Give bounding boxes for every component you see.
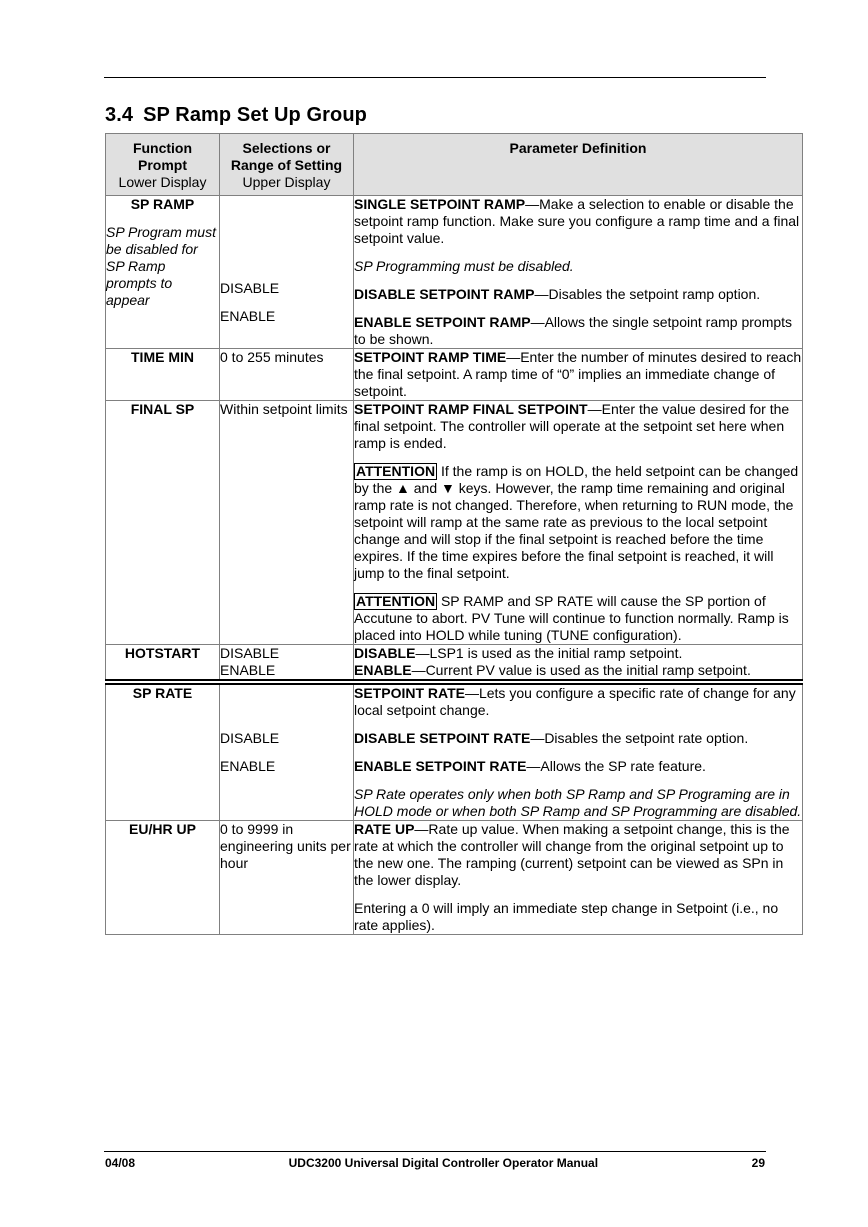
prompt-sp-rate: SP RATE — [132, 685, 193, 701]
prompt-cell — [106, 645, 220, 683]
selection-cell — [220, 682, 354, 821]
prompt-cell — [106, 401, 220, 645]
prompt-note: SP Program must be disabled for SP Ramp prompts to appear — [106, 224, 216, 308]
header-function-prompt: Function Prompt Lower Display — [106, 134, 220, 196]
selection-disable: DISABLE — [220, 280, 280, 296]
footer-rule — [104, 1151, 766, 1152]
table-row — [106, 821, 803, 935]
prompt-eu-hr-up: EU/HR UP — [129, 821, 196, 837]
selection-enable: ENABLE — [220, 662, 276, 678]
definition-cell: SETPOINT RAMP FINAL SETPOINT—Enter the value desired for the final setpoint. The controller will operate at the setpoint set here when ramp is ended. ATTENTION If the ramp is on HOLD, the held setpoint can be changed by the ▲ and ▼ keys. However, the ramp time remaining and original ramp rate is not changed. Therefore, when returning to RUN mode, the setpoint will ramp at the same rate as previous to the local setpoint change and will stop if the final setpoint is reached before the time expires. If the time expires before the final setpoint is reached, it will jump to the final setpoint. ATTENTION SP RAMP and SP RATE will cause the SP portion of Accutune to abort. PV Tune will continue to function normally. Ramp is placed into HOLD while tuning (TUNE configuration). — [354, 401, 803, 645]
selection-disable: DISABLE — [220, 645, 280, 661]
parameter-table — [105, 133, 803, 935]
table-row — [106, 349, 803, 401]
selection-enable: ENABLE — [220, 758, 276, 774]
definition-cell: SETPOINT RAMP TIME—Enter the number of minutes desired to reach the final setpoint. A ramp time of “0” implies an immediate change of setpoint. — [354, 349, 802, 399]
header-selections: Selections or Range of Setting Upper Display — [220, 134, 354, 196]
section-title: SP Ramp Set Up Group — [143, 104, 367, 126]
definition-cell: SINGLE SETPOINT RAMP—Make a selection to enable or disable the setpoint ramp function. Make sure you configure a ramp time and a final setpoint value. SP Programming must be disabled. DISABLE SETPOINT RAMP—Disables the setpoint ramp option. ENABLE SETPOINT RAMP—Allows the single setpoint ramp prompts to be shown. — [354, 196, 803, 349]
table-row — [106, 645, 803, 683]
prompt-cell — [106, 349, 220, 401]
definition-cell: SETPOINT RATE—Lets you configure a specific rate of change for any local setpoint change. DISABLE SETPOINT RATE—Disables the setpoint rate option. ENABLE SETPOINT RATE—Allows the SP rate feature. SP Rate operates only when both SP Ramp and SP Programing are in HOLD mode or when both SP Ramp and SP Programming are disabled. — [354, 682, 803, 821]
header-rule — [104, 77, 766, 78]
definition-cell: RATE UP—Rate up value. When making a setpoint change, this is the rate at which the controller will change from the original setpoint up to the new one. The ramping (current) setpoint can be viewed as SPn in the lower display. Entering a 0 will imply an immediate step change in Setpoint (i.e., no rate applies). — [354, 821, 803, 935]
header-parameter-definition: Parameter Definition — [354, 134, 803, 196]
prompt-final-sp: FINAL SP — [130, 401, 195, 417]
definition-cell: DISABLE—LSP1 is used as the initial ramp setpoint. ENABLE—Current PV value is used as the initial ramp setpoint. — [354, 645, 803, 683]
selection-cell — [220, 645, 354, 683]
footer-manual-title: UDC3200 Universal Digital Controller Operator Manual — [288, 1156, 599, 1170]
prompt-cell — [106, 682, 220, 821]
page-footer — [105, 1156, 765, 1170]
footer-page-number: 29 — [751, 1156, 765, 1170]
prompt-time-min: TIME MIN — [131, 349, 194, 365]
prompt-cell — [106, 821, 220, 935]
attention-label: ATTENTION — [356, 463, 436, 479]
selection-cell: 0 to 255 minutes — [220, 349, 354, 401]
table-row — [106, 682, 803, 821]
selection-disable: DISABLE — [220, 730, 280, 746]
selection-cell: Within setpoint limits — [220, 401, 354, 645]
footer-date: 04/08 — [105, 1156, 136, 1170]
prompt-cell — [106, 196, 220, 349]
prompt-hotstart: HOTSTART — [124, 645, 201, 661]
selection-enable: ENABLE — [220, 308, 276, 324]
selection-cell: 0 to 9999 in engineering units per hour — [220, 821, 354, 935]
selection-cell — [220, 196, 354, 349]
table-row — [106, 401, 803, 645]
prompt-sp-ramp: SP RAMP — [130, 196, 195, 212]
table-row — [106, 196, 803, 349]
section-heading — [105, 104, 367, 127]
attention-label: ATTENTION — [356, 593, 436, 609]
section-number: 3.4 — [105, 104, 134, 126]
table-header-row — [106, 134, 803, 196]
